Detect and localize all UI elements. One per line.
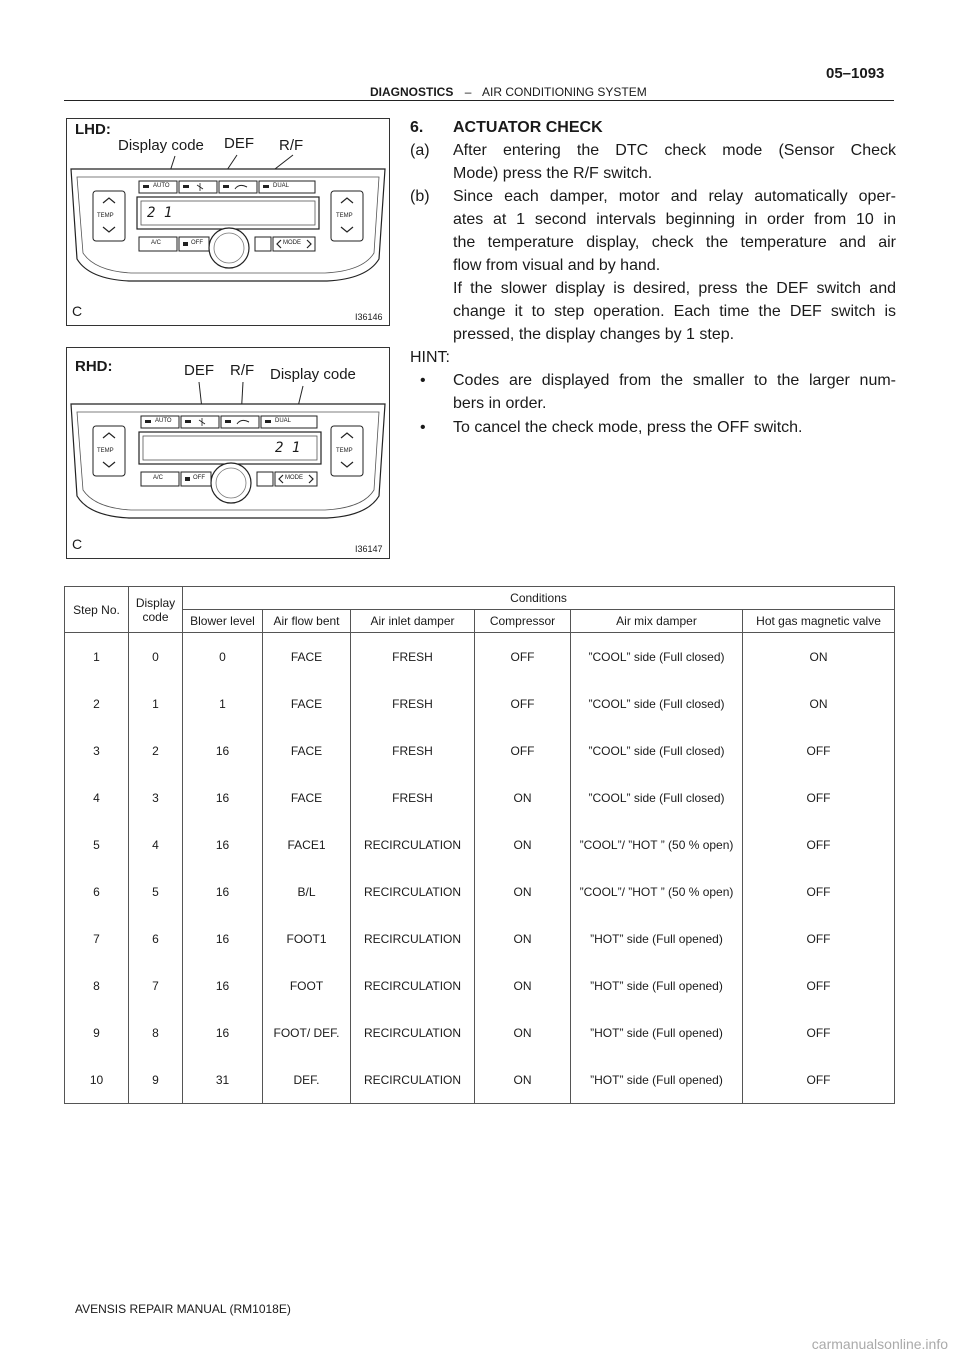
cell-compressor: ON — [475, 1009, 571, 1056]
step-a-line-2: Mode) press the R/F switch. — [453, 165, 653, 182]
cell-inlet: RECIRCULATION — [351, 1056, 475, 1104]
cell-blower: 16 — [183, 962, 263, 1009]
step-b-line-3: the temperature display, check the temperature and air — [453, 234, 896, 251]
page-number: 05–1093 — [826, 65, 885, 82]
panel-temp-right-label: TEMP — [336, 448, 353, 454]
cell-display: 4 — [129, 821, 183, 868]
header-display-line-1: Display — [135, 595, 176, 610]
cell-hotgas: OFF — [743, 868, 895, 915]
cell-blower: 16 — [183, 727, 263, 774]
callout-rf: R/F — [279, 137, 304, 154]
hint-bullet-2: • — [420, 419, 426, 436]
panel-temp-right-label: TEMP — [336, 213, 353, 219]
cell-hotgas: ON — [743, 680, 895, 727]
step-b-label: (b) — [410, 188, 430, 205]
table-row — [65, 915, 895, 962]
step-b-line-2: ates at 1 second intervals beginning in order from 10 in — [453, 211, 896, 228]
cell-compressor: ON — [475, 962, 571, 1009]
section-header — [370, 85, 647, 99]
cell-step: 1 — [65, 633, 129, 681]
section-title: DIAGNOSTICS — [370, 85, 454, 99]
callout-def: DEF — [184, 362, 214, 379]
panel-display-code: 2 1 — [147, 205, 173, 221]
header-display-code — [129, 587, 183, 633]
figure-id: I36146 — [355, 312, 383, 322]
cell-inlet: FRESH — [351, 633, 475, 681]
panel-auto-label: AUTO — [153, 183, 170, 189]
cell-hotgas: OFF — [743, 774, 895, 821]
actuator-check-table — [64, 586, 895, 1104]
panel-off-label: OFF — [191, 240, 203, 246]
header-blower-level: Blower level — [183, 610, 263, 633]
cell-compressor: OFF — [475, 633, 571, 681]
cell-airflow: FACE1 — [263, 821, 351, 868]
cell-airflow: FACE — [263, 774, 351, 821]
panel-temp-left-label: TEMP — [97, 448, 114, 454]
table-row — [65, 1009, 895, 1056]
cell-airflow: DEF. — [263, 1056, 351, 1104]
subsection-title: AIR CONDITIONING SYSTEM — [482, 85, 647, 99]
cell-hotgas: ON — [743, 633, 895, 681]
cell-step: 2 — [65, 680, 129, 727]
watermark: carmanualsonline.info — [811, 1336, 948, 1352]
cell-compressor: ON — [475, 774, 571, 821]
cell-airmix: ”HOT” side (Full opened) — [571, 915, 743, 962]
cell-compressor: ON — [475, 1056, 571, 1104]
header-air-inlet-damper: Air inlet damper — [351, 610, 475, 633]
cell-airmix: ”COOL”/ ”HOT ” (50 % open) — [571, 868, 743, 915]
cell-blower: 16 — [183, 774, 263, 821]
cell-blower: 31 — [183, 1056, 263, 1104]
cell-airflow: FACE — [263, 633, 351, 681]
figure-side-label: LHD: — [75, 121, 111, 138]
cell-display: 0 — [129, 633, 183, 681]
cell-display: 1 — [129, 680, 183, 727]
cell-inlet: FRESH — [351, 680, 475, 727]
cell-airmix: ”COOL” side (Full closed) — [571, 680, 743, 727]
cell-blower: 16 — [183, 821, 263, 868]
cell-airflow: FACE — [263, 680, 351, 727]
figure-corner-letter: C — [72, 303, 83, 319]
header-step-no: Step No. — [65, 587, 129, 633]
cell-display: 8 — [129, 1009, 183, 1056]
panel-mode-label: MODE — [285, 475, 303, 481]
cell-airflow: FACE — [263, 727, 351, 774]
table-row — [65, 727, 895, 774]
heading-number: 6. — [410, 119, 424, 136]
cell-step: 7 — [65, 915, 129, 962]
cell-blower: 1 — [183, 680, 263, 727]
cell-inlet: RECIRCULATION — [351, 868, 475, 915]
panel-auto-label: AUTO — [155, 418, 172, 424]
header-air-flow-bent: Air flow bent — [263, 610, 351, 633]
cell-blower: 16 — [183, 915, 263, 962]
panel-mode-label: MODE — [283, 240, 301, 246]
cell-airmix: ”HOT” side (Full opened) — [571, 1056, 743, 1104]
cell-compressor: OFF — [475, 680, 571, 727]
table-row — [65, 821, 895, 868]
panel-dual-label: DUAL — [275, 418, 292, 424]
cell-display: 2 — [129, 727, 183, 774]
step-a-line-1: After entering the DTC check mode (Sensor Check — [453, 142, 896, 159]
cell-hotgas: OFF — [743, 821, 895, 868]
figure-lhd — [66, 118, 390, 326]
cell-airmix: ”HOT” side (Full opened) — [571, 962, 743, 1009]
cell-display: 5 — [129, 868, 183, 915]
cell-display: 3 — [129, 774, 183, 821]
hint-1-line-2: bers in order. — [453, 395, 547, 412]
hint-label: HINT: — [410, 349, 450, 366]
cell-compressor: ON — [475, 915, 571, 962]
heading-title: ACTUATOR CHECK — [453, 119, 603, 136]
table-row — [65, 1056, 895, 1104]
cell-airmix: ”COOL” side (Full closed) — [571, 774, 743, 821]
header-display-line-2: code — [142, 609, 169, 624]
cell-step: 8 — [65, 962, 129, 1009]
step-b-line-5: If the slower display is desired, press the DEF switch and — [453, 280, 896, 297]
cell-airmix: ”COOL” side (Full closed) — [571, 633, 743, 681]
table-row — [65, 633, 895, 681]
cell-inlet: RECIRCULATION — [351, 915, 475, 962]
panel-off-label: OFF — [193, 475, 205, 481]
cell-hotgas: OFF — [743, 962, 895, 1009]
callout-display-code: Display code — [270, 366, 356, 383]
manual-footer: AVENSIS REPAIR MANUAL (RM1018E) — [75, 1302, 291, 1316]
hint-bullet-1: • — [420, 372, 426, 389]
table-row — [65, 868, 895, 915]
cell-inlet: RECIRCULATION — [351, 1009, 475, 1056]
cell-hotgas: OFF — [743, 727, 895, 774]
cell-step: 4 — [65, 774, 129, 821]
figure-corner-letter: C — [72, 536, 83, 552]
cell-display: 6 — [129, 915, 183, 962]
cell-blower: 16 — [183, 1009, 263, 1056]
table-row — [65, 962, 895, 1009]
cell-airflow: FOOT1 — [263, 915, 351, 962]
header-air-mix-damper: Air mix damper — [571, 610, 743, 633]
cell-step: 3 — [65, 727, 129, 774]
hint-1-line-1: Codes are displayed from the smaller to the larger num- — [453, 372, 896, 389]
step-a-label: (a) — [410, 142, 430, 159]
header-hot-gas-valve: Hot gas magnetic valve — [743, 610, 895, 633]
step-b-line-7: pressed, the display changes by 1 step. — [453, 326, 735, 343]
callout-rf: R/F — [230, 362, 255, 379]
cell-airflow: FOOT/ DEF. — [263, 1009, 351, 1056]
cell-step: 10 — [65, 1056, 129, 1104]
cell-airflow: B/L — [263, 868, 351, 915]
table-row — [65, 680, 895, 727]
cell-inlet: RECIRCULATION — [351, 821, 475, 868]
ac-control-panel-lhd — [67, 119, 389, 325]
panel-dual-label: DUAL — [273, 183, 290, 189]
cell-display: 9 — [129, 1056, 183, 1104]
cell-hotgas: OFF — [743, 1009, 895, 1056]
callout-display-code: Display code — [118, 137, 204, 154]
hint-2-line-1: To cancel the check mode, press the OFF switch. — [453, 419, 803, 436]
section-separator: – — [464, 85, 472, 99]
cell-compressor: ON — [475, 868, 571, 915]
header-conditions: Conditions — [183, 587, 895, 610]
cell-hotgas: OFF — [743, 915, 895, 962]
cell-step: 9 — [65, 1009, 129, 1056]
cell-inlet: FRESH — [351, 727, 475, 774]
cell-step: 5 — [65, 821, 129, 868]
callout-def: DEF — [224, 135, 254, 152]
header-rule — [64, 100, 894, 101]
cell-inlet: RECIRCULATION — [351, 962, 475, 1009]
cell-airmix: ”COOL” side (Full closed) — [571, 727, 743, 774]
cell-inlet: FRESH — [351, 774, 475, 821]
cell-compressor: OFF — [475, 727, 571, 774]
table-row — [65, 774, 895, 821]
cell-display: 7 — [129, 962, 183, 1009]
cell-compressor: ON — [475, 821, 571, 868]
cell-airmix: ”COOL”/ ”HOT ” (50 % open) — [571, 821, 743, 868]
panel-ac-label: A/C — [153, 475, 164, 481]
figure-side-label: RHD: — [75, 358, 113, 375]
cell-blower: 0 — [183, 633, 263, 681]
panel-ac-label: A/C — [151, 240, 162, 246]
cell-hotgas: OFF — [743, 1056, 895, 1104]
step-b-line-1: Since each damper, motor and relay automatically oper- — [453, 188, 896, 205]
panel-temp-left-label: TEMP — [97, 213, 114, 219]
cell-airmix: ”HOT” side (Full opened) — [571, 1009, 743, 1056]
step-b-line-4: flow from visual and by hand. — [453, 257, 661, 274]
figure-id: I36147 — [355, 544, 383, 554]
cell-airflow: FOOT — [263, 962, 351, 1009]
figure-rhd — [66, 347, 390, 559]
panel-display-code: 2 1 — [275, 440, 301, 456]
cell-step: 6 — [65, 868, 129, 915]
step-b-line-6: change it to step operation. Each time the DEF switch is — [453, 303, 896, 320]
cell-blower: 16 — [183, 868, 263, 915]
header-compressor: Compressor — [475, 610, 571, 633]
